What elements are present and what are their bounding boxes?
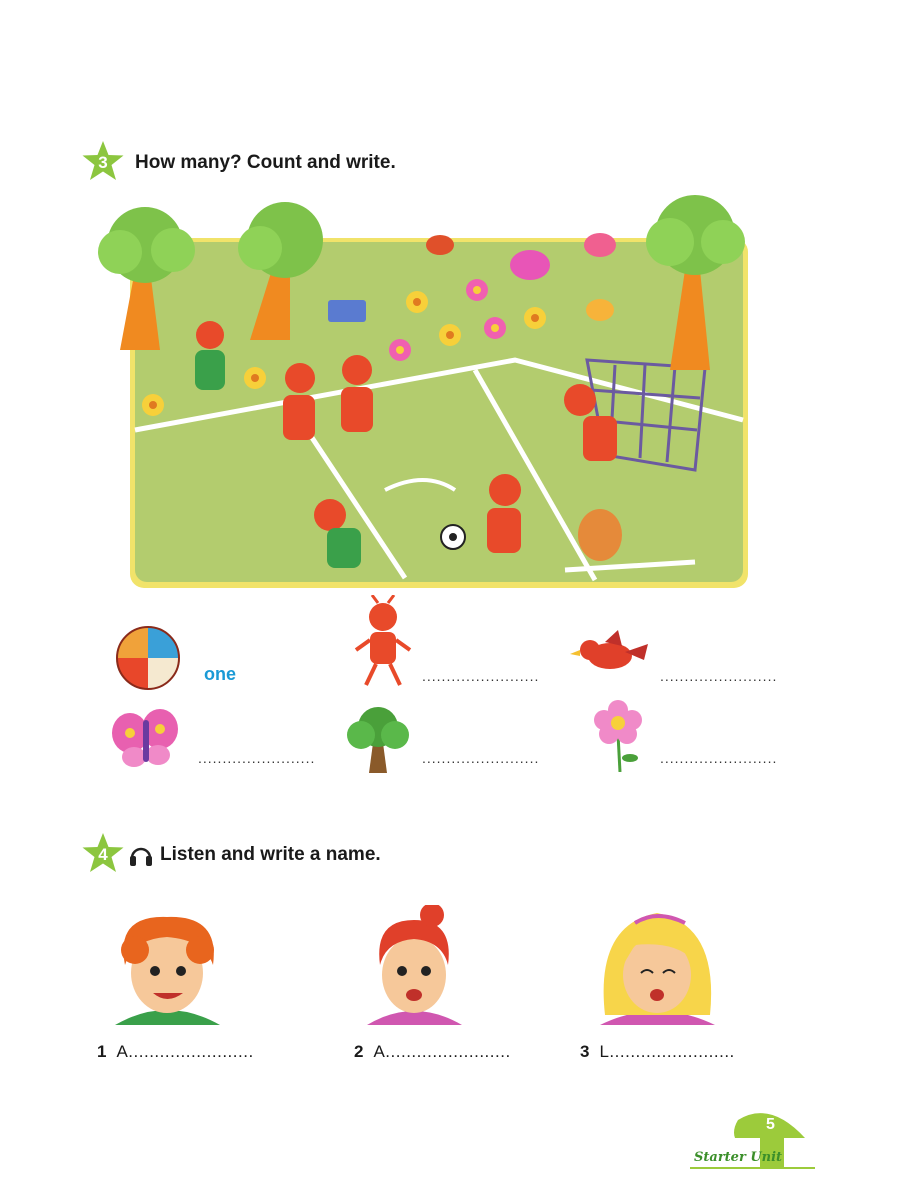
answer-line-butterfly: ........................ — [198, 750, 316, 766]
star-badge-icon — [80, 140, 126, 186]
exercise-4-heading — [80, 832, 381, 878]
name-prompt-1: 1 A........................ — [97, 1042, 254, 1061]
ant-icon — [352, 595, 414, 690]
name-prompt-2: 2 A........................ — [354, 1042, 511, 1061]
exercise-number: 4 — [98, 845, 108, 864]
exercise-title: Listen and write a name. — [160, 844, 381, 865]
exercise-title: How many? Count and write. — [135, 152, 396, 173]
girl-ponytail-portrait — [352, 905, 477, 1025]
answer-line-ant: ........................ — [422, 668, 540, 684]
name-prompt-3: 3 L........................ — [580, 1042, 735, 1061]
butterfly-icon — [108, 705, 184, 771]
star-badge-icon — [80, 832, 126, 878]
answer-ball: one — [204, 664, 237, 684]
ball-icon — [115, 625, 181, 691]
headphones-icon — [128, 842, 154, 868]
boy-portrait — [105, 905, 230, 1025]
page-number: 5 — [766, 1116, 775, 1133]
answer-line-flower: ........................ — [660, 750, 778, 766]
girl-blonde-portrait — [595, 905, 720, 1025]
bird-icon — [570, 630, 652, 682]
answer-line-tree: ........................ — [422, 750, 540, 766]
flower-icon — [592, 700, 644, 772]
soccer-scene-illustration — [95, 190, 760, 605]
exercise-3-heading — [80, 140, 396, 186]
unit-label: Starter Unit — [694, 1150, 783, 1165]
exercise-number: 3 — [98, 153, 108, 172]
answer-line-bird: ........................ — [660, 668, 778, 684]
tree-icon — [345, 703, 411, 773]
